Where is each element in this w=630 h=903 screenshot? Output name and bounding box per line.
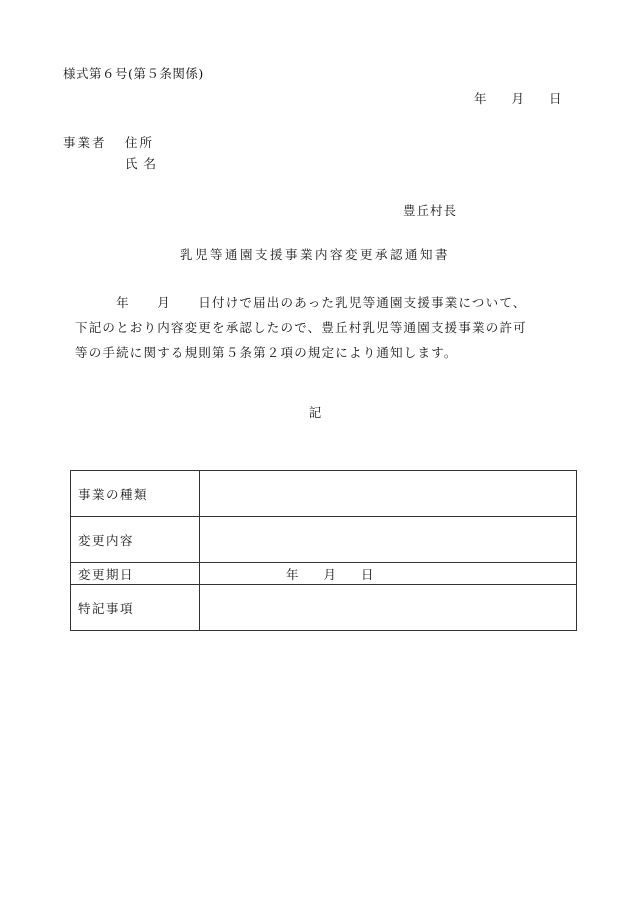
- ki-heading: 記: [308, 405, 322, 420]
- issue-date: 年 月 日: [474, 91, 562, 106]
- row-label: 変更期日: [71, 563, 200, 585]
- row-label: 変更内容: [71, 517, 200, 563]
- issuer: 豊丘村長: [403, 203, 458, 218]
- table-row: [71, 563, 577, 585]
- row-value: [200, 585, 577, 631]
- table-row: [71, 471, 577, 517]
- body-text: [75, 290, 595, 365]
- row-value: [200, 471, 577, 517]
- document-title: 乳児等通園支援事業内容変更承認通知書: [179, 247, 450, 262]
- form-number: 様式第６号(第５条関係): [63, 66, 204, 81]
- table-row: [71, 585, 577, 631]
- address-label: 住所: [125, 135, 155, 150]
- name-label: 氏名: [125, 156, 163, 171]
- row-label: 事業の種類: [71, 471, 200, 517]
- row-label: 特記事項: [71, 585, 200, 631]
- body-line: 等の手続に関する規則第５条第２項の規定により通知します。: [75, 345, 458, 360]
- body-line: 下記のとおり内容変更を承認したので、豊丘村乳児等通園支援事業の許可: [75, 320, 527, 335]
- details-table: [70, 470, 577, 631]
- row-value: 年 月 日: [200, 563, 577, 585]
- operator-label: 事業者: [63, 135, 107, 150]
- body-line: 年 月 日付けで届出のあった乳児等通園支援事業について、: [75, 295, 527, 310]
- table-row: [71, 517, 577, 563]
- row-value: [200, 517, 577, 563]
